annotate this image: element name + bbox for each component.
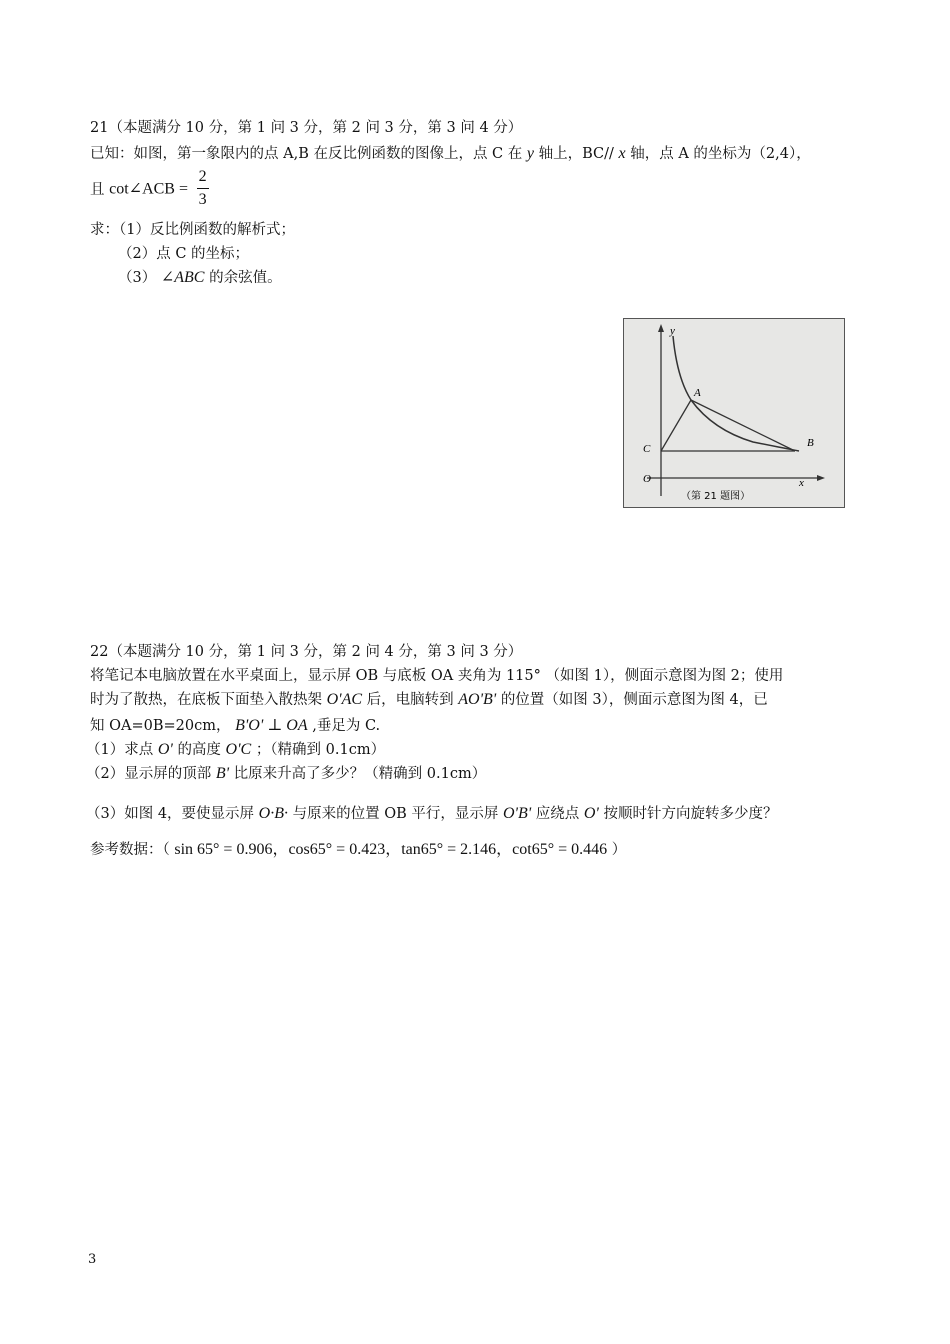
q21-given: 已知：如图，第一象限内的点 A,B 在反比例函数的图像上，点 C 在 y 轴上，BC// x 轴，点 A 的坐标为（2,4）， <box>90 145 811 162</box>
label-a: A <box>694 387 701 399</box>
q21-ask-1: 求：（1）反比例函数的解析式； <box>90 222 295 238</box>
cot-fraction: $\frac{2}{3}$ <box>198 168 207 208</box>
q22-part3: （3）如图 4，要使显示屏 O·B· 与原来的位置 OB 平行，显示屏 O'B' 应绕点 O' 按顺时针方向旋转多少度？ <box>86 805 778 822</box>
q21-condition: 且 cot∠ACB = $\frac{2}{3}$ <box>90 166 209 211</box>
figure-caption: （第 21 题图） <box>681 491 751 502</box>
q22-line1: 将笔记本电脑放置在水平桌面上，显示屏 OB 与底板 OA 夹角为 115° （如图 1），侧面示意图为图 2；使用 <box>90 668 784 684</box>
q22-part1: （1）求点 O' 的高度 O'C ；（精确到 0.1cm） <box>86 741 386 758</box>
label-b: B <box>807 437 814 449</box>
label-o: O <box>643 473 651 485</box>
label-x: x <box>799 477 804 489</box>
label-c: C <box>643 443 651 455</box>
q21-ask-3: （3） ∠ABC 的余弦值。 <box>118 269 282 286</box>
q21-header: 21（本题满分 10 分，第 1 问 3 分，第 2 问 3 分，第 3 问 4 分） <box>90 120 523 136</box>
q22-reference-data: 参考数据：（ sin 65° = 0.906，cos65° = 0.423，tan65° = 2.146，cot65° = 0.446 ） <box>90 841 627 858</box>
page-number: 3 <box>88 1252 97 1267</box>
q22-part2: （2）显示屏的顶部 B' 比原来升高了多少？（精确到 0.1cm） <box>86 765 487 782</box>
q21-figure <box>623 318 845 508</box>
q21-ask-2: （2）点 C 的坐标； <box>118 246 250 262</box>
q22-line3: 知 OA=0B=20cm， B'O' ⊥ OA ,垂足为 C. <box>90 717 381 734</box>
label-y: y <box>670 325 675 337</box>
q22-line2: 时为了散热，在底板下面垫入散热架 O'AC 后，电脑转到 AO'B' 的位置（如图 3），侧面示意图为图 4，已 <box>90 691 768 708</box>
q22-header: 22（本题满分 10 分，第 1 问 3 分，第 2 问 4 分，第 3 问 3 分） <box>90 644 523 660</box>
